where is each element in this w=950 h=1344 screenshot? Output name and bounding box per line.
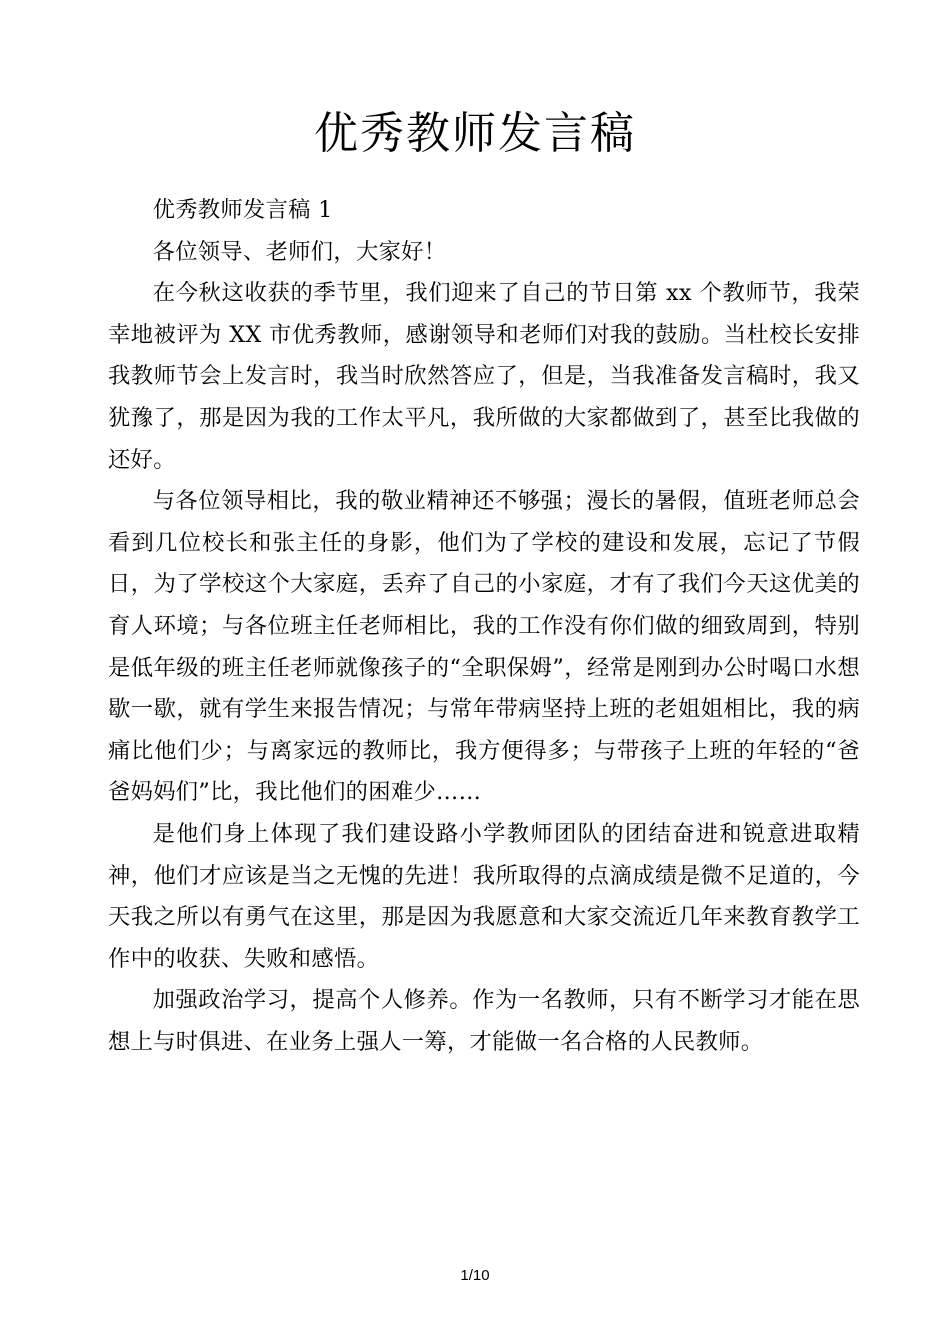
section-heading: 优秀教师发言稿 1 — [152, 197, 333, 223]
document-title: 优秀教师发言稿 — [314, 108, 636, 159]
paragraph: 在今秋这收获的季节里，我们迎来了自己的节日第 xx 个教师节，我荣幸地被评为 XX 市优秀教师，感谢领导和老师们对我的鼓励。当杜校长安排我教师节会上发言时，我当时欣然答应了，但是，当我准备发言稿时，我又犹豫了，那是因为我的工作太平凡，我所做的大家都做到了，甚至比我做的还好。 — [108, 280, 860, 473]
page-number: 1/10 — [460, 1267, 490, 1284]
paragraph: 是他们身上体现了我们建设路小学教师团队的团结奋进和锐意进取精神，他们才应该是当之无愧的先进！我所取得的点滴成绩是微不足道的，今天我之所以有勇气在这里，那是因为我愿意和大家交流近几年来教育教学工作中的收获、失败和感悟。 — [108, 820, 860, 972]
document-body — [108, 190, 860, 1063]
salutation: 各位领导、老师们，大家好！ — [152, 238, 447, 265]
paragraph: 与各位领导相比，我的敬业精神还不够强；漫长的暑假，值班老师总会看到几位校长和张主任的身影，他们为了学校的建设和发展，忘记了节假日，为了学校这个大家庭，丢弃了自己的小家庭，才有了我们今天这优美的育人环境；与各位班主任老师相比，我的工作没有你们做的细致周到，特别是低年级的班主任老师就像孩子的“全职保姆”，经常是刚到办公时喝口水想歇一歇，就有学生来报告情况；与常年带病坚持上班的老姐姐相比，我的病痛比他们少；与离家远的教师比，我方便得多；与带孩子上班的年轻的“爸爸妈妈们”比，我比他们的困难少…… — [108, 488, 860, 806]
paragraph: 加强政治学习，提高个人修养。作为一名教师，只有不断学习才能在思想上与时俱进、在业务上强人一筹，才能做一名合格的人民教师。 — [108, 987, 860, 1055]
